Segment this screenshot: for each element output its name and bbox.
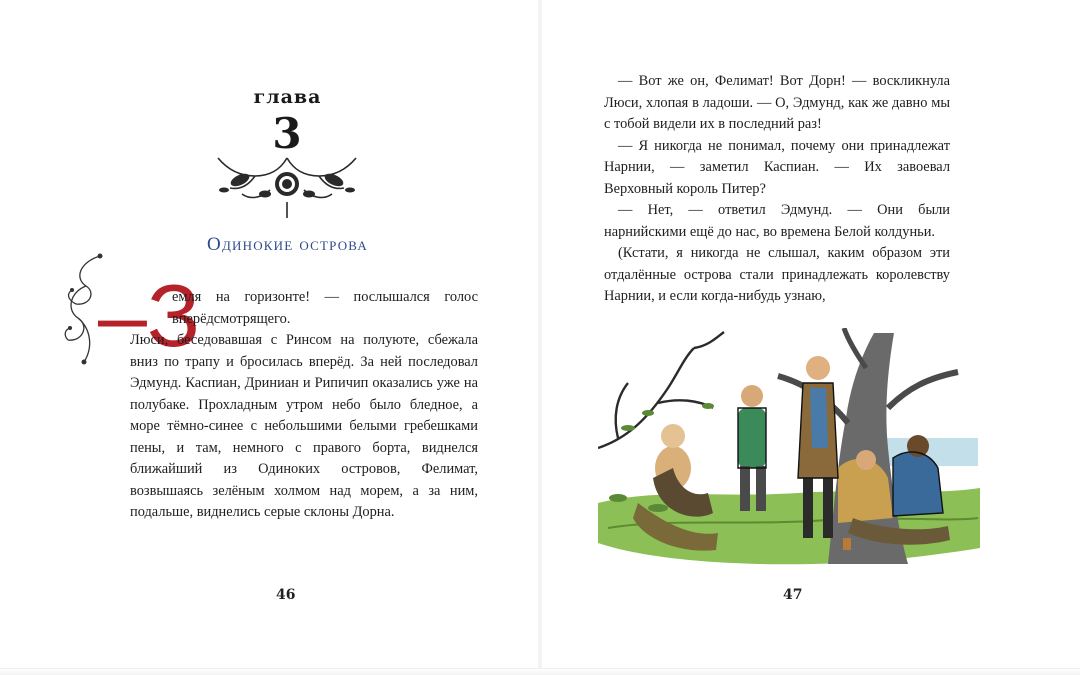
page-number-right: 47 [783, 587, 803, 603]
chapter-ornament-icon [210, 150, 365, 222]
paragraph: — Я никогда не понимал, почему они принадлежат Нарнии, — заметил Каспиан. — Их завоевал Верховный король Питер? [604, 137, 950, 197]
page-bottom-edge [0, 668, 1080, 675]
paragraph: Люси, беседовавшая с Ринсом на полуюте, сбежала вниз по трапу и бросилась вперёд. За ней последовал Эдмунд. Каспиан, Дриниан и Рипичип оказались уже на полубаке. Прохладным утром небо было бледное, а море тёмно-синее с небольшими белыми гребешками пены, и там, немного с правого борта, виднелся ближайший из Одиноких островов, Фелимат, возвышаясь зелёным холмом над морем, а за ним, подальше, виднелись серые склоны Дорна. [130, 332, 478, 520]
left-page-body [130, 330, 478, 524]
paragraph: — Вот же он, Фелимат! Вот Дорн! — воскликнула Люси, хлопая в ладоши. — О, Эдмунд, как же давно мы с тобой видели их в последний раз! [604, 73, 950, 132]
illustration-characters-under-tree [598, 328, 980, 572]
chapter-word: глава [253, 86, 322, 108]
book-gutter [538, 0, 542, 675]
drop-cap: –З [98, 266, 201, 365]
page-number-left: 46 [276, 587, 296, 603]
right-page-body [604, 71, 950, 308]
paragraph: (Кстати, я никогда не слышал, каким образом эти отдалённые острова стали принадлежать королевству Нарнии, и если когда-нибудь узнаю, [604, 245, 950, 304]
first-line-text: емля на горизонте! — послышался голос вперёдсмотрящего. [172, 289, 478, 327]
paragraph: — Нет, — ответил Эдмунд. — Они были нарнийскими ещё до нас, во времена Белой колдуньи. [604, 202, 950, 240]
chapter-title: Одинокие острова [207, 234, 368, 255]
chapter-number: 3 [272, 109, 302, 158]
